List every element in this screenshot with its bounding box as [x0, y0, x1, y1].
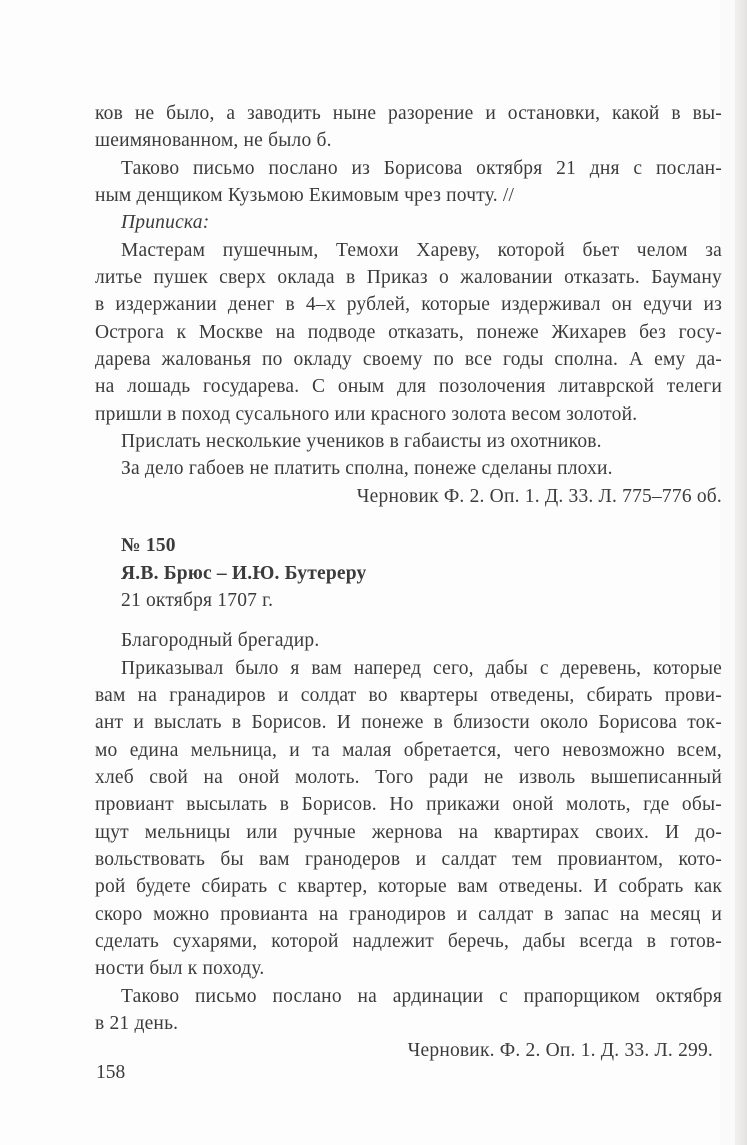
text-line: ант и выслать в Борисов. И понеже в близости около Борисова ток-	[95, 712, 722, 734]
text-line: в 21 день.	[95, 1013, 179, 1034]
text-line: провиант высылать в Борисов. Но прикажи оной молоть, где обы-	[95, 794, 722, 816]
text-line: литье пушек сверх оклада в Приказ о жаловании отказать. Бауману	[95, 267, 722, 289]
text-line: Прислать несколькие учеников в габаисты из охотников.	[121, 431, 602, 453]
text-line: За дело габоев не платить сполна, понеже сделаны плохи.	[121, 458, 613, 480]
text-line: ным денщиком Кузьмою Екимовым чрез почту. //	[95, 185, 515, 207]
text-line: дарева жалованья по окладу своему по все годы сполна. А ему да-	[95, 349, 722, 371]
entry-title: Я.В. Брюс – И.Ю. Бутереру	[121, 562, 367, 584]
archive-reference: Черновик Ф. 2. Оп. 1. Д. 33. Л. 775–776 об.	[356, 485, 722, 507]
text-line: Таково письмо послано на ардинации с прапорщиком октября	[121, 985, 722, 1007]
text-line: ности был к походу.	[95, 958, 265, 980]
text-line: на лошадь государева. С оным для позолочения литаврской телеги	[95, 376, 722, 398]
text-line: вам на гранадиров и солдат во квартеры отведены, сбирать прови-	[95, 684, 722, 706]
text-line: хлеб свой на оной молоть. Того ради не изволь вышеписанный	[95, 766, 722, 788]
text-line: Мастерам пушечным, Темохи Хареву, которой бьет челом за	[121, 239, 722, 261]
text-line: Приказывал было я вам наперед сего, дабы с деревень, которые	[121, 657, 722, 679]
text-column	[95, 100, 722, 1065]
text-line: Острога к Москве на подводе отказать, понеже Жихарев без госу-	[95, 321, 722, 343]
text-line: Таково письмо послано из Борисова октября 21 дня с послан-	[121, 157, 722, 179]
entry-number: № 150	[121, 535, 176, 557]
text-line: рой будете сбирать с квартер, которые вам отведены. И собрать как	[95, 876, 722, 898]
text-line: ков не было, а заводить ныне разорение и остановки, какой в вы-	[95, 103, 722, 124]
postscript-label: Приписка:	[121, 212, 210, 234]
entry-date: 21 октября 1707 г.	[121, 589, 274, 611]
text-line: сделать сухарями, которой надлежит беречь, дабы всегда в готов-	[95, 930, 722, 952]
text-line: пришли в поход сусального или красного золота весом золотой.	[95, 403, 638, 425]
archive-reference: Черновик. Ф. 2. Оп. 1. Д. 33. Л. 299.	[407, 1040, 713, 1062]
text-line: шеимянованном, не было б.	[95, 130, 332, 152]
text-line: мо едина мельница, и та малая обретается, чего невозможно всем,	[95, 739, 722, 761]
page-number: 158	[96, 1062, 126, 1083]
salutation: Благородный брегадир.	[121, 630, 320, 652]
text-line: в издержании денег в 4–х рублей, которые издерживал он едучи из	[95, 294, 722, 316]
text-line: вольствовать бы вам гранодеров и салдат тем провиантом, кото-	[95, 848, 722, 870]
text-line: щут мельницы или ручные жернова на квартирах своих. И до-	[95, 821, 722, 843]
text-line: скоро можно провианта на гранодиров и салдат в запас на месяц и	[95, 903, 722, 925]
page-edge-shadow	[737, 0, 747, 1145]
